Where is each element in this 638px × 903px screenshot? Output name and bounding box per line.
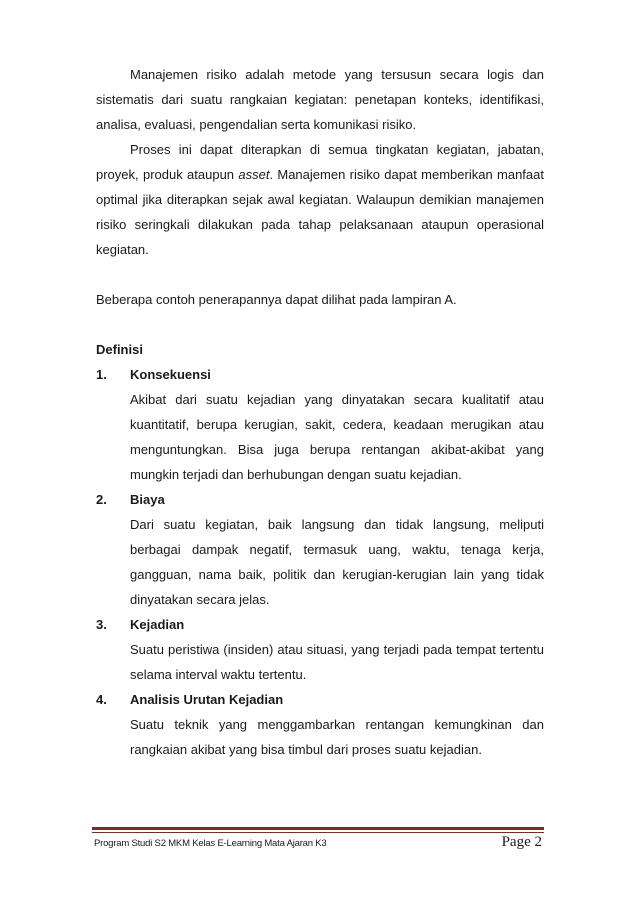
spacer (96, 312, 544, 337)
definition-item (96, 487, 544, 612)
definition-number: 3. (96, 617, 107, 632)
spacer (96, 262, 544, 287)
definition-title: Konsekuensi (130, 367, 211, 382)
footer-divider-thin (92, 832, 544, 833)
definition-text: Dari suatu kegiatan, baik langsung dan tidak langsung, meliputi berbagai dampak negatif, termasuk uang, waktu, tenaga kerja, gangguan, nama baik, politik dan kerugian-kerugian lain yang tidak dinyatakan secara jelas. (130, 517, 544, 607)
definition-text: Suatu peristiwa (insiden) atau situasi, yang terjadi pada tempat tertentu selama interval waktu tertentu. (130, 642, 544, 682)
definition-title: Kejadian (130, 617, 185, 632)
paragraph-process-text-1: Proses ini dapat diterapkan di semua tingkatan kegiatan, jabatan, proyek, produk ataupun (96, 142, 544, 182)
paragraph-intro: Manajemen risiko adalah metode yang tersusun secara logis dan sistematis dari suatu rangkaian kegiatan: penetapan konteks, identifikasi, analisa, evaluasi, pengendalian serta komunikasi risiko. (96, 67, 544, 132)
page-content (96, 62, 544, 762)
definition-number: 4. (96, 692, 107, 707)
definition-title: Biaya (130, 492, 165, 507)
definition-title: Analisis Urutan Kejadian (130, 692, 284, 707)
paragraph-process-text-2: . Manajemen risiko dapat memberikan manfaat optimal jika diterapkan sejak awal kegiatan. Walaupun demikian manajemen risiko seringkali dilakukan pada tahap pelaksanaan ataupun operasional kegiatan. (96, 167, 544, 257)
definitions-heading: Definisi (96, 342, 143, 357)
definition-text: Suatu teknik yang menggambarkan rentangan kemungkinan dan rangkaian akibat yang bisa timbul dari proses suatu kejadian. (130, 717, 544, 757)
definition-item (96, 687, 544, 762)
paragraph-process (96, 137, 544, 262)
definition-item (96, 612, 544, 687)
definition-text: Akibat dari suatu kejadian yang dinyatakan secara kualitatif atau kuantitatif, berupa kerugian, sakit, cedera, keadaan merugikan atau menguntungkan. Bisa juga berupa rentangan akibat-akibat yang mungkin terjadi dan berhubungan dengan suatu kejadian. (130, 392, 544, 482)
paragraph-process-italic: asset (238, 167, 270, 182)
footer-divider (92, 827, 544, 830)
page-number: Page 2 (501, 834, 542, 850)
definition-number: 2. (96, 492, 107, 507)
definition-number: 1. (96, 367, 107, 382)
paragraph-examples: Beberapa contoh penerapannya dapat dilihat pada lampiran A. (96, 292, 457, 307)
footer-course-label: Program Studi S2 MKM Kelas E-Learning Mata Ajaran K3 (94, 838, 327, 849)
definition-item (96, 362, 544, 487)
